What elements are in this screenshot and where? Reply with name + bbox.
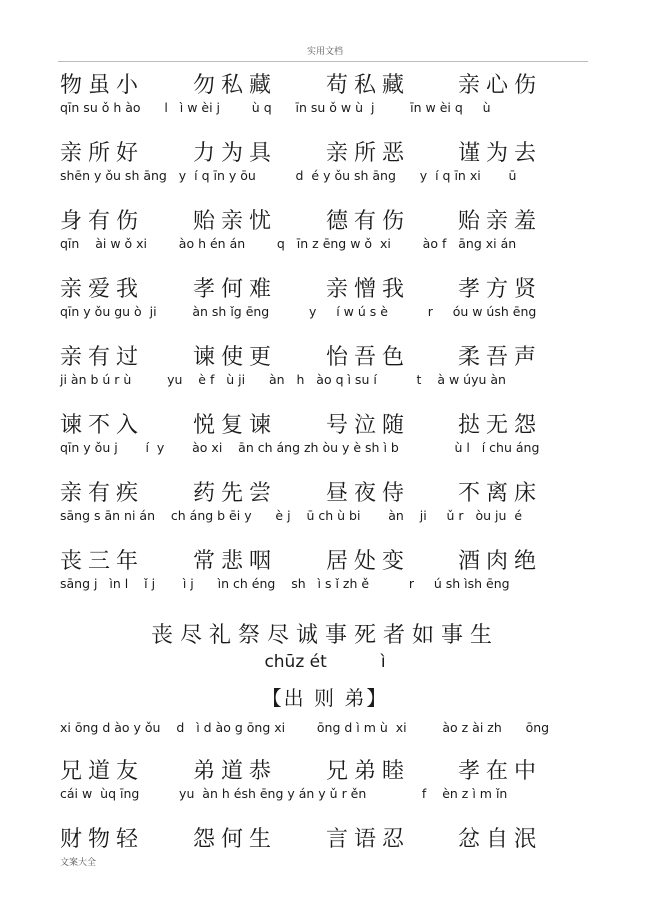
pinyin-text: qīn y ǒu gu ò ji àn sh ǐg ēng y í w ú s è r óu w úsh ēng (60, 304, 537, 319)
hanzi-phrase: 怨何生 (193, 827, 278, 852)
pinyin-text: sāng s ān ni án ch áng b ēi y è j ū ch ù bi àn ji ǔ r òu ju é (60, 508, 523, 523)
hanzi-row (60, 476, 600, 508)
hanzi-row (60, 340, 600, 372)
mid-pinyin: chūz ét ì (264, 652, 386, 672)
hanzi-phrase: 丧三年 (60, 549, 145, 574)
hanzi-phrase: 言语忍 (326, 827, 411, 852)
pinyin-text: qīn ài w ǒ xi ào h én án q īn z ēng w ǒ xi ào f āng xi án (60, 236, 517, 251)
page-footer: 文案大全 (60, 858, 97, 868)
hanzi-phrase: 药先尝 (193, 481, 278, 506)
hanzi-phrase: 兄道友 (60, 759, 145, 784)
verse-block-1 (60, 68, 600, 596)
pinyin-row (60, 576, 600, 596)
hanzi-phrase: 力为具 (193, 141, 278, 166)
hanzi-row (60, 822, 600, 854)
pinyin-row (60, 508, 600, 528)
pinyin-text: cái w ùq īng yu àn h ésh ēng y án y ǔ r ěn f èn z ì m ǐn (60, 786, 508, 801)
hanzi-phrase: 贻亲羞 (458, 209, 543, 234)
pinyin-row (60, 720, 600, 740)
hanzi-phrase: 柔吾声 (458, 345, 543, 370)
hanzi-phrase: 亲所好 (60, 141, 145, 166)
hanzi-phrase: 酒肉绝 (458, 549, 543, 574)
pinyin-text: xi ōng d ào y ǒu d ì d ào g ōng xi ōng d ì m ù xi ào z ài zh ōng (60, 720, 550, 735)
hanzi-phrase: 弟道恭 (193, 759, 278, 784)
page-header: 实用文档 (306, 47, 343, 57)
pinyin-row (60, 304, 600, 324)
hanzi-phrase: 号泣随 (326, 413, 411, 438)
pinyin-row (60, 440, 600, 460)
hanzi-phrase: 居处变 (326, 549, 411, 574)
verse-block-2 (60, 720, 600, 854)
closing-line: 丧尽礼祭尽诚事死者如事生 (150, 623, 499, 648)
hanzi-phrase: 苟私藏 (326, 73, 411, 98)
hanzi-row (60, 68, 600, 100)
hanzi-phrase: 亲有过 (60, 345, 145, 370)
pinyin-text: ji àn b ú r ù yu è f ù ji àn h ào q ì su í t à w úyu àn (60, 372, 506, 387)
hanzi-phrase: 财物轻 (60, 827, 145, 852)
hanzi-row (60, 204, 600, 236)
pinyin-row (60, 236, 600, 256)
hanzi-phrase: 常悲咽 (193, 549, 278, 574)
pinyin-text: qīn su ǒ h ào l ì w èi j ù q īn su ǒ w ù j īn w èi q ù (60, 100, 491, 115)
hanzi-phrase: 忿自泯 (458, 827, 543, 852)
hanzi-row (60, 408, 600, 440)
hanzi-phrase: 亲有疾 (60, 481, 145, 506)
hanzi-phrase: 谨为去 (458, 141, 543, 166)
hanzi-phrase: 贻亲忧 (193, 209, 278, 234)
hanzi-phrase: 怡吾色 (326, 345, 411, 370)
hanzi-phrase: 昼夜侍 (326, 481, 411, 506)
hanzi-phrase: 兄弟睦 (326, 759, 411, 784)
section-title: 【出 则 弟】 (261, 686, 389, 710)
hanzi-phrase: 孝何难 (193, 277, 278, 302)
hanzi-phrase: 亲憎我 (326, 277, 411, 302)
pinyin-text: sāng j ìn l ǐ j ì j ìn ch éng sh ì s ǐ zh ě r ú sh ìsh ēng (60, 576, 510, 591)
hanzi-phrase: 德有伤 (326, 209, 411, 234)
hanzi-phrase: 孝在中 (458, 759, 543, 784)
hanzi-phrase: 挞无怨 (458, 413, 543, 438)
hanzi-phrase: 悦复谏 (193, 413, 278, 438)
hanzi-row (60, 272, 600, 304)
hanzi-phrase: 不离床 (458, 481, 543, 506)
pinyin-row (60, 100, 600, 120)
hanzi-phrase: 谏不入 (60, 413, 145, 438)
hanzi-phrase: 物虽小 (60, 73, 145, 98)
pinyin-row (60, 786, 600, 806)
hanzi-phrase: 谏使更 (193, 345, 278, 370)
hanzi-phrase: 亲所恶 (326, 141, 411, 166)
hanzi-row (60, 544, 600, 576)
pinyin-text: shēn y ǒu sh āng y í q īn y ōu d é y ǒu sh āng y í q īn xi ū (60, 168, 517, 183)
pinyin-row (60, 168, 600, 188)
pinyin-text: qīn y ǒu j í y ào xi ān ch áng zh òu y è sh ì b ù l í chu áng (60, 440, 540, 455)
hanzi-phrase: 勿私藏 (193, 73, 278, 98)
hanzi-row (60, 136, 600, 168)
hanzi-phrase: 身有伤 (60, 209, 145, 234)
hanzi-row (60, 754, 600, 786)
hanzi-phrase: 亲心伤 (458, 73, 543, 98)
hanzi-phrase: 孝方贤 (458, 277, 543, 302)
header-rule (58, 61, 588, 62)
hanzi-phrase: 亲爱我 (60, 277, 145, 302)
pinyin-row (60, 372, 600, 392)
